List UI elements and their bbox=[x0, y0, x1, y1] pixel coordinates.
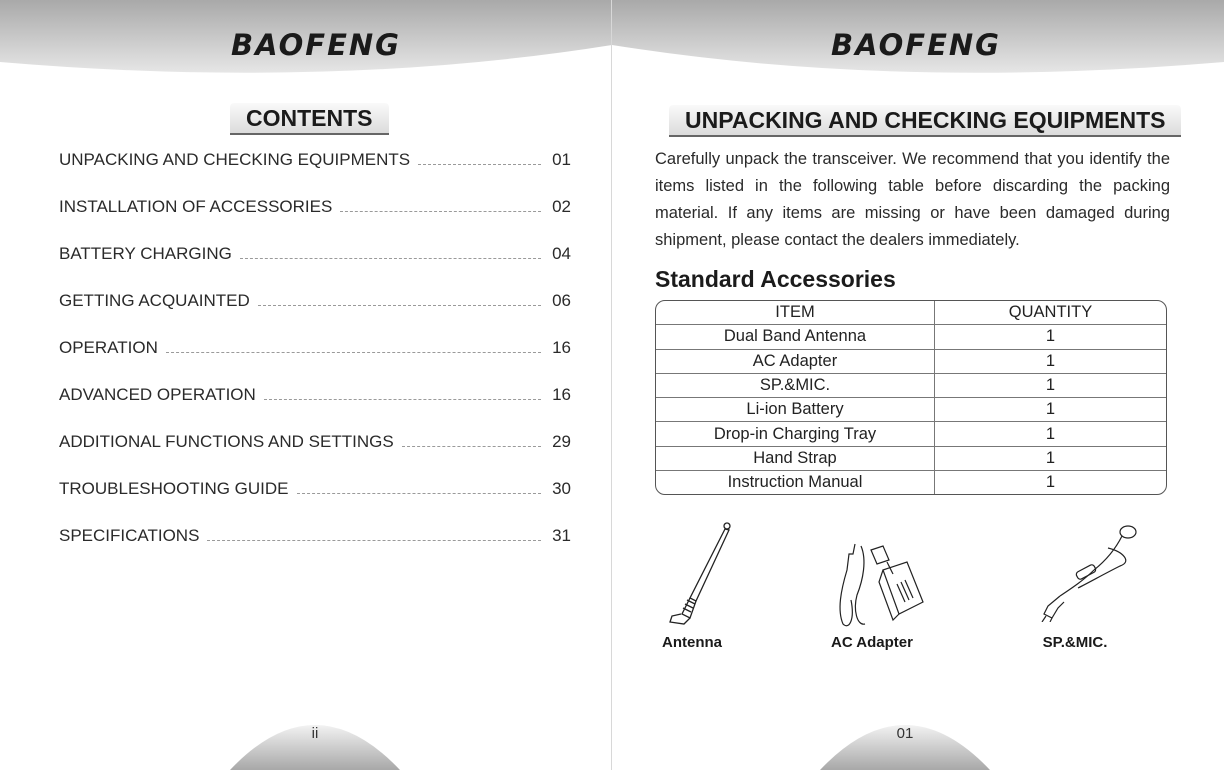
brand-logo: BAOFENG bbox=[830, 28, 1001, 62]
table-row bbox=[656, 325, 1166, 349]
toc-label: SPECIFICATIONS bbox=[59, 526, 200, 545]
toc-leader-dots bbox=[402, 437, 541, 447]
toc-leader-dots bbox=[297, 484, 541, 494]
toc-leader-dots bbox=[264, 390, 541, 400]
toc-entry bbox=[59, 479, 571, 526]
column-header-item: ITEM bbox=[656, 301, 935, 325]
table-row bbox=[656, 422, 1166, 446]
figure-caption-ac-adapter: AC Adapter bbox=[831, 634, 913, 651]
toc-label: ADDITIONAL FUNCTIONS AND SETTINGS bbox=[59, 432, 394, 451]
quantity-cell: 1 bbox=[935, 349, 1167, 373]
page-number: ii bbox=[311, 725, 319, 742]
table-of-contents bbox=[59, 150, 571, 573]
contents-title: CONTENTS bbox=[230, 103, 389, 135]
accessories-table bbox=[655, 300, 1167, 495]
toc-page-number: 01 bbox=[552, 150, 571, 169]
section-title: UNPACKING AND CHECKING EQUIPMENTS bbox=[669, 105, 1181, 137]
right-page bbox=[612, 0, 1224, 770]
toc-page-number: 30 bbox=[552, 479, 571, 498]
toc-leader-dots bbox=[207, 531, 541, 541]
toc-page-number: 16 bbox=[552, 338, 571, 357]
table-row bbox=[656, 373, 1166, 397]
toc-leader-dots bbox=[418, 155, 541, 165]
toc-label: INSTALLATION OF ACCESSORIES bbox=[59, 197, 333, 216]
toc-leader-dots bbox=[166, 343, 541, 353]
toc-page-number: 06 bbox=[552, 291, 571, 310]
item-cell: SP.&MIC. bbox=[656, 373, 935, 397]
antenna-icon bbox=[660, 520, 740, 630]
toc-page-number: 02 bbox=[552, 197, 571, 216]
quantity-cell: 1 bbox=[935, 471, 1167, 495]
toc-leader-dots bbox=[340, 202, 541, 212]
toc-page-number: 04 bbox=[552, 244, 571, 263]
toc-entry bbox=[59, 338, 571, 385]
toc-page-number: 31 bbox=[552, 526, 571, 545]
toc-label: ADVANCED OPERATION bbox=[59, 385, 256, 404]
toc-page-number: 16 bbox=[552, 385, 571, 404]
toc-entry bbox=[59, 197, 571, 244]
item-cell: Hand Strap bbox=[656, 446, 935, 470]
table-row bbox=[656, 446, 1166, 470]
quantity-cell: 1 bbox=[935, 422, 1167, 446]
item-cell: Instruction Manual bbox=[656, 471, 935, 495]
toc-label: TROUBLESHOOTING GUIDE bbox=[59, 479, 289, 498]
standard-accessories-heading: Standard Accessories bbox=[655, 266, 896, 292]
toc-leader-dots bbox=[258, 296, 541, 306]
table-header-row bbox=[656, 301, 1166, 325]
intro-paragraph: Carefully unpack the transceiver. We recommend that you identify the items listed in the following table before discarding the packing material. If any items are missing or have been damaged during shipment, please contact the dealers immediately. bbox=[655, 150, 1170, 249]
item-cell: Li-ion Battery bbox=[656, 398, 935, 422]
toc-page-number: 29 bbox=[552, 432, 571, 451]
item-cell: Dual Band Antenna bbox=[656, 325, 935, 349]
item-cell: AC Adapter bbox=[656, 349, 935, 373]
brand-logo: BAOFENG bbox=[230, 28, 401, 62]
item-cell: Drop-in Charging Tray bbox=[656, 422, 935, 446]
quantity-cell: 1 bbox=[935, 398, 1167, 422]
quantity-cell: 1 bbox=[935, 325, 1167, 349]
quantity-cell: 1 bbox=[935, 446, 1167, 470]
toc-entry bbox=[59, 432, 571, 479]
toc-label: BATTERY CHARGING bbox=[59, 244, 232, 263]
toc-entry bbox=[59, 150, 571, 197]
toc-label: OPERATION bbox=[59, 338, 158, 357]
toc-entry bbox=[59, 526, 571, 573]
figure-caption-speaker-mic: SP.&MIC. bbox=[1042, 634, 1108, 651]
page-number: 01 bbox=[896, 725, 914, 742]
toc-label: GETTING ACQUAINTED bbox=[59, 291, 250, 310]
speaker-mic-icon bbox=[1024, 522, 1144, 622]
table-row bbox=[656, 349, 1166, 373]
toc-label: UNPACKING AND CHECKING EQUIPMENTS bbox=[59, 150, 411, 169]
figure-caption-antenna: Antenna bbox=[662, 634, 722, 651]
toc-entry bbox=[59, 244, 571, 291]
quantity-cell: 1 bbox=[935, 373, 1167, 397]
ac-adapter-icon bbox=[827, 540, 927, 630]
toc-entry bbox=[59, 385, 571, 432]
column-header-quantity: QUANTITY bbox=[935, 301, 1167, 325]
toc-leader-dots bbox=[240, 249, 541, 259]
table-row bbox=[656, 398, 1166, 422]
toc-entry bbox=[59, 291, 571, 338]
table-row bbox=[656, 471, 1166, 495]
